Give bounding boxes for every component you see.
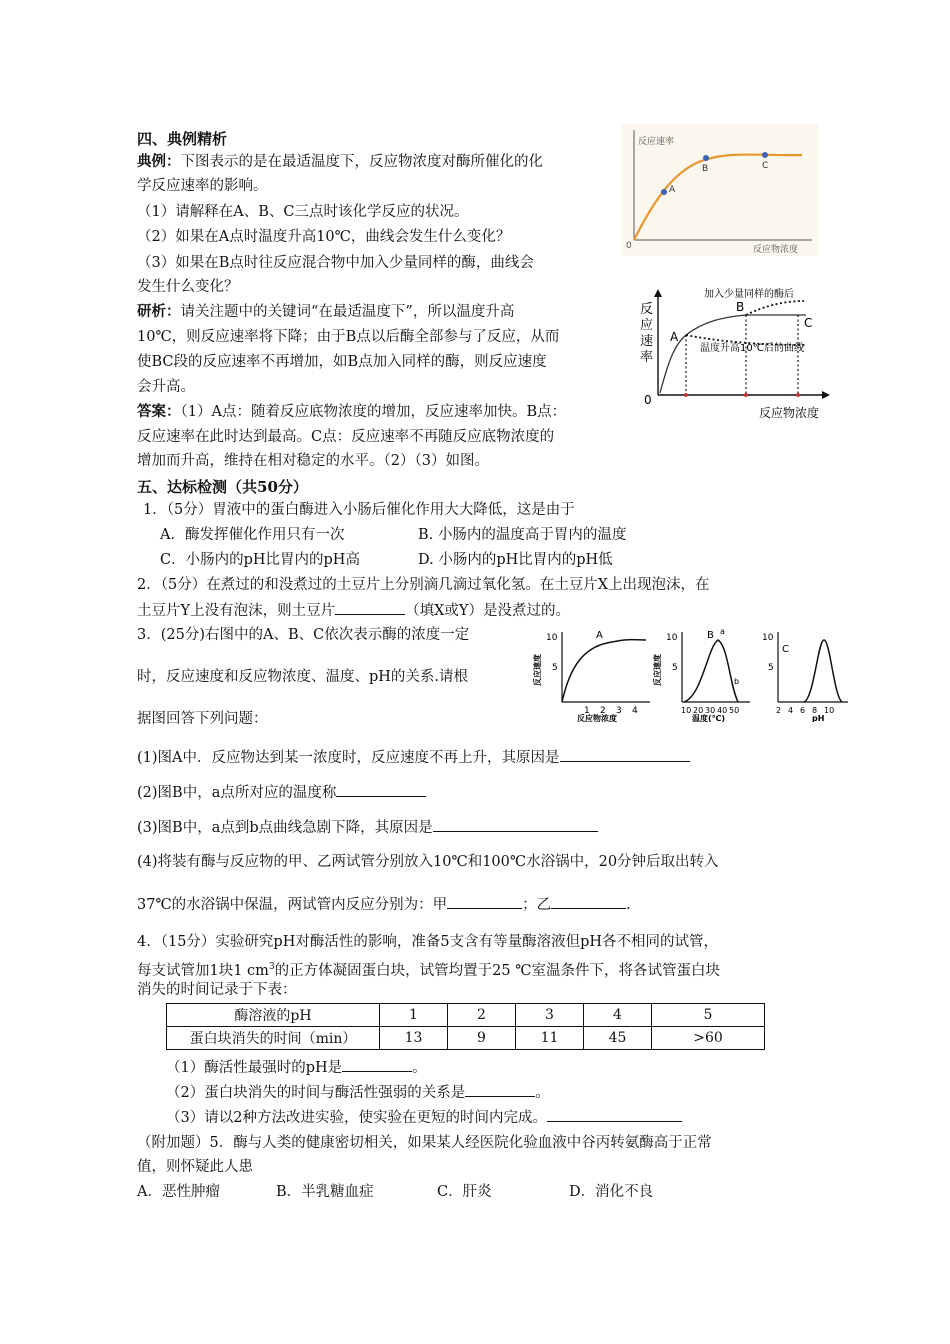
fig2-xlabel: 反应物浓度 bbox=[759, 406, 820, 420]
svg-text:B: B bbox=[702, 164, 709, 174]
q3-sub-1: (1)图A中．反应物达到某一浓度时，反应速度不再上升，其原因是 bbox=[137, 745, 690, 770]
svg-text:反应速度: 反应速度 bbox=[653, 654, 662, 686]
svg-text:反应速度: 反应速度 bbox=[533, 654, 542, 686]
svg-text:5: 5 bbox=[552, 663, 558, 673]
svg-text:4: 4 bbox=[788, 706, 794, 715]
svg-text:50: 50 bbox=[729, 706, 740, 715]
answer-line-1: 答案：（1）A点：随着反应底物浓度的增加，反应速率加快。B点： bbox=[137, 403, 567, 420]
svg-text:3: 3 bbox=[616, 706, 622, 716]
q4-1-blank[interactable] bbox=[342, 1055, 412, 1072]
question-3b: 发生什么变化？ bbox=[137, 279, 239, 295]
svg-text:B: B bbox=[736, 300, 745, 314]
q4-sub-3: （3）请以2种方法改进实验，使实验在更短的时间内完成。 bbox=[166, 1105, 682, 1130]
figure-enzyme-charts bbox=[532, 626, 850, 722]
svg-text:40: 40 bbox=[717, 706, 728, 715]
svg-text:应: 应 bbox=[640, 318, 654, 333]
svg-text:20: 20 bbox=[693, 706, 704, 715]
table-row: 蛋白块消失的时间（min） 13 9 11 45 >60 bbox=[167, 1027, 765, 1050]
svg-text:C: C bbox=[762, 161, 769, 171]
svg-text:pH: pH bbox=[812, 714, 825, 722]
q3-2-blank[interactable] bbox=[336, 780, 426, 797]
q2-line-2: 土豆片Y上没有泡沫，则土豆片 （填X或Y）是没煮过的。 bbox=[137, 598, 570, 623]
q3-sub-4b: 37℃的水浴锅中保温，两试管内反应分别为：甲 ；乙 . bbox=[137, 892, 631, 917]
svg-text:C: C bbox=[782, 644, 789, 655]
svg-text:A: A bbox=[670, 330, 679, 344]
q5-line-1: （附加题）5．酶与人类的健康密切相关，如果某人经医院化验血液中谷丙转氨酶高于正常 bbox=[137, 1135, 712, 1151]
q5-option-b: B．半乳糖血症 bbox=[276, 1184, 374, 1200]
q3-1-blank[interactable] bbox=[560, 745, 690, 762]
chart-b bbox=[652, 627, 750, 722]
answer-line-3: 增加而升高，维持在相对稳定的水平。（2）（3）如图。 bbox=[137, 453, 489, 469]
table-row: 酶溶液的pH 1 2 3 4 5 bbox=[167, 1004, 765, 1027]
q3-4-yi-blank[interactable] bbox=[551, 892, 626, 909]
svg-text:6: 6 bbox=[800, 706, 806, 715]
q5-line-2: 值，则怀疑此人患 bbox=[137, 1159, 253, 1175]
ph-time-table bbox=[166, 1003, 765, 1050]
answer-label: 答案： bbox=[137, 403, 181, 420]
example-line-2: 学反应速率的影响。 bbox=[137, 178, 268, 194]
example-label: 典例： bbox=[137, 153, 181, 170]
q3-sub-4a: (4)将装有酶与反应物的甲、乙两试管分别放入10℃和100℃水浴锅中，20分钟后取出转入 bbox=[137, 854, 719, 870]
q2-answer-blank[interactable] bbox=[335, 598, 405, 615]
q1-option-d: D. 小肠内的pH比胃内的pH低 bbox=[418, 552, 613, 568]
fig1-xlabel: 反应物浓度 bbox=[753, 245, 799, 255]
q1-stem: 1．（5分）胃液中的蛋白酶进入小肠后催化作用大大降低，这是由于 bbox=[143, 502, 575, 518]
fig1-ylabel: 反应速率 bbox=[638, 137, 675, 147]
fig2-top-note: 加入少量同样的酶后 bbox=[704, 289, 794, 300]
q5-option-c: C．肝炎 bbox=[437, 1184, 492, 1200]
q4-3-blank[interactable] bbox=[547, 1105, 682, 1122]
chart-c bbox=[762, 632, 848, 722]
svg-text:4: 4 bbox=[632, 706, 638, 716]
q2-line-1: 2．（5分）在煮过的和没煮过的土豆片上分别滴几滴过氧化氢。在土豆片X上出现泡沫，在 bbox=[137, 577, 710, 593]
svg-text:C: C bbox=[804, 316, 813, 330]
svg-text:A: A bbox=[669, 185, 676, 195]
section5-title: 五、达标检测（共50分） bbox=[137, 478, 308, 496]
analysis-line-2: 10℃，则反应速率将下降；由于B点以后酶全部参与了反应，从而 bbox=[137, 329, 560, 345]
svg-text:10: 10 bbox=[546, 633, 558, 643]
svg-text:10: 10 bbox=[824, 706, 835, 715]
analysis-line-4: 会升高。 bbox=[137, 379, 195, 395]
fig1-origin: 0 bbox=[626, 241, 632, 251]
svg-text:反: 反 bbox=[640, 302, 654, 317]
q1-option-c: C．小肠内的pH比胃内的pH高 bbox=[160, 552, 360, 568]
section4-title: 四、典例精析 bbox=[137, 130, 228, 148]
q3-line-3: 据图回答下列问题： bbox=[137, 711, 268, 727]
q3-line-2: 时，反应速度和反应物浓度、温度、pH的关系.请根 bbox=[137, 669, 469, 685]
q4-sub-2: （2）蛋白块消失的时间与酶活性强弱的关系是 。 bbox=[166, 1080, 550, 1105]
svg-text:率: 率 bbox=[640, 350, 654, 365]
chart-a bbox=[532, 630, 650, 722]
q3-4-jia-blank[interactable] bbox=[447, 892, 522, 909]
answer-line-2: 反应速率在此时达到最高。C点：反应速率不再随反应底物浓度的 bbox=[137, 429, 555, 445]
question-1: （1）请解释在A、B、C三点时该化学反应的状况。 bbox=[137, 204, 469, 220]
fig1-point-c bbox=[762, 152, 768, 158]
question-2: （2）如果在A点时温度升高10℃，曲线会发生什么变化？ bbox=[137, 229, 511, 245]
q3-sub-2: (2)图B中，a点所对应的温度称 bbox=[137, 780, 426, 805]
q4-sub-1: （1）酶活性最强时的pH是 。 bbox=[166, 1055, 427, 1080]
svg-text:温度(℃): 温度(℃) bbox=[692, 714, 725, 722]
q3-line-1: 3．(25分)右图中的A、B、C依次表示酶的浓度一定 bbox=[137, 627, 470, 643]
svg-text:速: 速 bbox=[640, 334, 654, 349]
q4-2-blank[interactable] bbox=[465, 1080, 535, 1097]
q4-line-1: 4．（15分）实验研究pH对酶活性的影响，准备5支含有等量酶溶液但pH各不相同的试管， bbox=[137, 934, 719, 950]
svg-text:1: 1 bbox=[584, 706, 590, 716]
q4-line-2: 每支试管加1块1 $cm^3$的正方体凝固蛋白块，试管均置于25 ℃室温条件下，将各试管蛋白块 bbox=[137, 962, 720, 979]
svg-text:2: 2 bbox=[600, 706, 606, 716]
svg-text:2: 2 bbox=[776, 706, 782, 715]
fig1-point-b bbox=[703, 155, 709, 161]
figure-rate-vs-concentration bbox=[622, 124, 818, 256]
svg-text:反应物浓度: 反应物浓度 bbox=[577, 714, 617, 722]
q1-option-b: B. 小肠内的温度高于胃内的温度 bbox=[418, 527, 627, 543]
question-3a: （3）如果在B点时往反应混合物中加入少量同样的酶，曲线会 bbox=[137, 255, 534, 271]
svg-text:B: B bbox=[707, 630, 714, 641]
svg-text:5: 5 bbox=[672, 663, 678, 673]
svg-text:10: 10 bbox=[666, 633, 678, 643]
svg-text:8: 8 bbox=[812, 706, 818, 715]
fig2-mid-note: 温度升高10℃后的曲线 bbox=[700, 343, 804, 354]
svg-text:b: b bbox=[734, 677, 740, 686]
svg-text:0: 0 bbox=[644, 393, 652, 407]
analysis-line-3: 使BC段的反应速率不再增加，如B点加入同样的酶，则反应速度 bbox=[137, 354, 547, 370]
svg-text:a: a bbox=[720, 627, 725, 636]
svg-text:A: A bbox=[596, 630, 603, 641]
q3-sub-3: (3)图B中，a点到b点曲线急剧下降，其原因是 bbox=[137, 815, 598, 840]
analysis-label: 研析： bbox=[137, 303, 181, 320]
svg-text:30: 30 bbox=[705, 706, 716, 715]
example-line-1: 典例：下图表示的是在最适温度下，反应物浓度对酶所催化的化 bbox=[137, 153, 543, 170]
q1-option-a: A．酶发挥催化作用只有一次 bbox=[160, 527, 345, 543]
fig1-point-a bbox=[661, 189, 667, 195]
q5-option-d: D．消化不良 bbox=[569, 1184, 654, 1200]
q4-line-3: 消失的时间记录于下表： bbox=[137, 982, 297, 998]
svg-text:10: 10 bbox=[762, 633, 774, 643]
analysis-line-1: 研析：请关注题中的关键词“在最适温度下”，所以温度升高 bbox=[137, 303, 515, 320]
figure-answer-curves bbox=[636, 283, 832, 423]
svg-text:10: 10 bbox=[681, 706, 692, 715]
q5-option-a: A．恶性肿瘤 bbox=[137, 1184, 220, 1200]
svg-text:5: 5 bbox=[768, 663, 774, 673]
q3-3-blank[interactable] bbox=[433, 815, 598, 832]
